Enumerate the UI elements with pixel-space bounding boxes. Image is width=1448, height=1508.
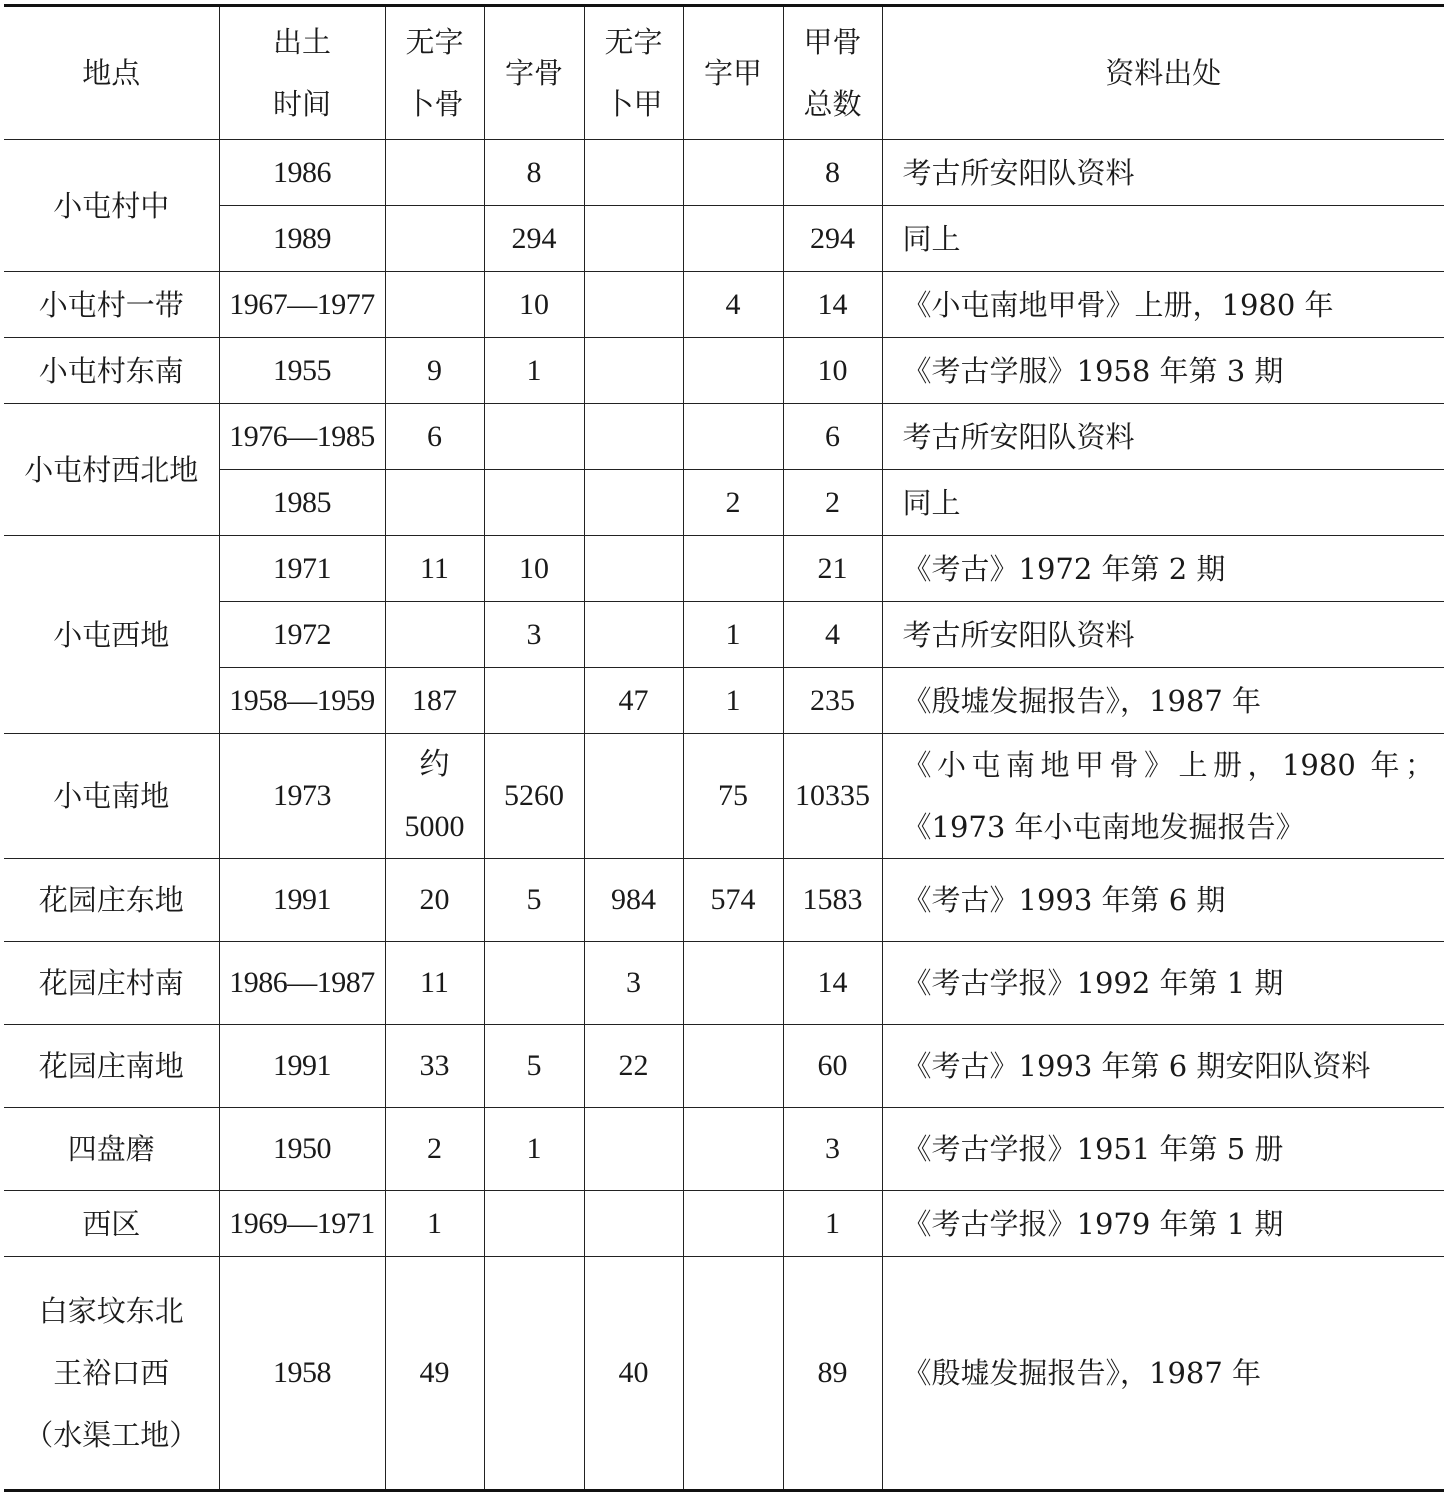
cell-total: 14 xyxy=(783,272,882,338)
cell-plain-shell: 984 xyxy=(584,859,683,942)
cell-plain-bone: 49 xyxy=(385,1257,484,1491)
cell-inscribed-shell xyxy=(683,1108,783,1191)
cell-plain-shell: 47 xyxy=(584,668,683,734)
cell-plain-shell xyxy=(584,404,683,470)
cell-total: 2 xyxy=(783,470,882,536)
cell-plain-shell: 22 xyxy=(584,1025,683,1108)
cell-source: 《殷墟发掘报告》，1987 年 xyxy=(882,668,1444,734)
cell-inscribed-bone xyxy=(484,1191,584,1257)
table-row xyxy=(4,338,1444,404)
table-row xyxy=(4,404,1444,470)
cell-plain-bone: 11 xyxy=(385,536,484,602)
cell-inscribed-bone: 1 xyxy=(484,338,584,404)
table-row xyxy=(4,734,1444,859)
cell-place: 花园庄村南 xyxy=(4,942,219,1025)
cell-source: 《考古》1993 年第 6 期 xyxy=(882,859,1444,942)
cell-plain-bone: 9 xyxy=(385,338,484,404)
cell-place: 小屯南地 xyxy=(4,734,219,859)
cell-plain-bone: 187 xyxy=(385,668,484,734)
table-body xyxy=(4,140,1444,1491)
table-row xyxy=(4,272,1444,338)
cell-place: 花园庄东地 xyxy=(4,859,219,942)
cell-plain-bone: 33 xyxy=(385,1025,484,1108)
cell-total: 3 xyxy=(783,1108,882,1191)
cell-place: 小屯村东南 xyxy=(4,338,219,404)
cell-place: 小屯西地 xyxy=(4,536,219,734)
cell-total: 60 xyxy=(783,1025,882,1108)
cell-inscribed-shell xyxy=(683,206,783,272)
table-row xyxy=(4,668,1444,734)
cell-plain-shell xyxy=(584,206,683,272)
column-header-inscribed_shell: 字甲 xyxy=(683,6,783,140)
cell-source: 考古所安阳队资料 xyxy=(882,140,1444,206)
cell-total: 294 xyxy=(783,206,882,272)
cell-inscribed-bone xyxy=(484,668,584,734)
cell-plain-bone xyxy=(385,140,484,206)
cell-inscribed-bone: 294 xyxy=(484,206,584,272)
cell-total: 1583 xyxy=(783,859,882,942)
table-row xyxy=(4,470,1444,536)
cell-inscribed-bone xyxy=(484,942,584,1025)
cell-inscribed-shell xyxy=(683,942,783,1025)
cell-inscribed-shell xyxy=(683,140,783,206)
cell-inscribed-shell xyxy=(683,1257,783,1491)
cell-plain-bone xyxy=(385,206,484,272)
cell-year: 1986—1987 xyxy=(219,942,385,1025)
cell-plain-bone: 约 5000 xyxy=(385,734,484,859)
cell-source: 考古所安阳队资料 xyxy=(882,602,1444,668)
table-row xyxy=(4,536,1444,602)
cell-total: 10 xyxy=(783,338,882,404)
cell-plain-shell xyxy=(584,272,683,338)
cell-plain-bone: 2 xyxy=(385,1108,484,1191)
cell-year: 1973 xyxy=(219,734,385,859)
column-header-place: 地点 xyxy=(4,6,219,140)
cell-plain-bone: 20 xyxy=(385,859,484,942)
cell-year: 1955 xyxy=(219,338,385,404)
cell-year: 1958—1959 xyxy=(219,668,385,734)
cell-inscribed-bone: 1 xyxy=(484,1108,584,1191)
cell-inscribed-bone: 10 xyxy=(484,536,584,602)
cell-year: 1971 xyxy=(219,536,385,602)
cell-inscribed-bone: 5260 xyxy=(484,734,584,859)
cell-year: 1976—1985 xyxy=(219,404,385,470)
table-row xyxy=(4,1108,1444,1191)
cell-plain-bone xyxy=(385,272,484,338)
cell-plain-bone: 6 xyxy=(385,404,484,470)
cell-plain-shell xyxy=(584,338,683,404)
cell-source: 《小屯南地甲骨》上册，1980 年；《1973 年小屯南地发掘报告》 xyxy=(882,734,1444,859)
cell-place: 四盘磨 xyxy=(4,1108,219,1191)
cell-source: 《小屯南地甲骨》上册，1980 年 xyxy=(882,272,1444,338)
cell-place: 花园庄南地 xyxy=(4,1025,219,1108)
cell-source: 《考古学报》1951 年第 5 册 xyxy=(882,1108,1444,1191)
cell-plain-shell xyxy=(584,470,683,536)
header-row xyxy=(4,6,1444,140)
column-header-total: 甲骨 总数 xyxy=(783,6,882,140)
table-row xyxy=(4,1257,1444,1491)
cell-total: 14 xyxy=(783,942,882,1025)
cell-plain-shell xyxy=(584,140,683,206)
table-row xyxy=(4,140,1444,206)
column-header-year: 出土 时间 xyxy=(219,6,385,140)
cell-inscribed-shell: 4 xyxy=(683,272,783,338)
cell-plain-shell xyxy=(584,602,683,668)
cell-plain-shell xyxy=(584,734,683,859)
cell-source: 《考古》1972 年第 2 期 xyxy=(882,536,1444,602)
cell-inscribed-bone: 5 xyxy=(484,859,584,942)
cell-total: 10335 xyxy=(783,734,882,859)
cell-year: 1972 xyxy=(219,602,385,668)
cell-inscribed-bone: 3 xyxy=(484,602,584,668)
cell-plain-bone xyxy=(385,602,484,668)
cell-inscribed-shell xyxy=(683,338,783,404)
oracle-bone-table xyxy=(4,4,1444,1492)
column-header-plain_shell: 无字 卜甲 xyxy=(584,6,683,140)
cell-inscribed-shell: 75 xyxy=(683,734,783,859)
table-row xyxy=(4,602,1444,668)
cell-year: 1950 xyxy=(219,1108,385,1191)
table-row xyxy=(4,859,1444,942)
cell-inscribed-shell xyxy=(683,1025,783,1108)
cell-source: 《殷墟发掘报告》，1987 年 xyxy=(882,1257,1444,1491)
cell-source: 考古所安阳队资料 xyxy=(882,404,1444,470)
table-row xyxy=(4,1025,1444,1108)
cell-place: 西区 xyxy=(4,1191,219,1257)
cell-total: 235 xyxy=(783,668,882,734)
cell-inscribed-shell xyxy=(683,404,783,470)
table-header xyxy=(4,6,1444,140)
column-header-plain_bone: 无字 卜骨 xyxy=(385,6,484,140)
cell-source: 《考古学报》1992 年第 1 期 xyxy=(882,942,1444,1025)
cell-place: 小屯村西北地 xyxy=(4,404,219,536)
cell-place: 白家坟东北 王裕口西 （水渠工地） xyxy=(4,1257,219,1491)
cell-year: 1986 xyxy=(219,140,385,206)
cell-inscribed-bone: 8 xyxy=(484,140,584,206)
column-header-source: 资料出处 xyxy=(882,6,1444,140)
cell-inscribed-shell: 574 xyxy=(683,859,783,942)
cell-plain-shell: 3 xyxy=(584,942,683,1025)
cell-inscribed-bone xyxy=(484,470,584,536)
cell-inscribed-bone: 10 xyxy=(484,272,584,338)
cell-total: 4 xyxy=(783,602,882,668)
cell-year: 1958 xyxy=(219,1257,385,1491)
cell-year: 1985 xyxy=(219,470,385,536)
cell-plain-shell xyxy=(584,1108,683,1191)
cell-inscribed-bone xyxy=(484,1257,584,1491)
cell-year: 1967—1977 xyxy=(219,272,385,338)
cell-inscribed-bone xyxy=(484,404,584,470)
cell-inscribed-shell xyxy=(683,1191,783,1257)
table-row xyxy=(4,942,1444,1025)
cell-plain-bone xyxy=(385,470,484,536)
cell-place: 小屯村一带 xyxy=(4,272,219,338)
cell-year: 1991 xyxy=(219,859,385,942)
cell-year: 1969—1971 xyxy=(219,1191,385,1257)
cell-inscribed-shell: 1 xyxy=(683,668,783,734)
cell-total: 6 xyxy=(783,404,882,470)
column-header-inscribed_bone: 字骨 xyxy=(484,6,584,140)
cell-place: 小屯村中 xyxy=(4,140,219,272)
cell-total: 21 xyxy=(783,536,882,602)
cell-total: 89 xyxy=(783,1257,882,1491)
cell-plain-bone: 1 xyxy=(385,1191,484,1257)
cell-source: 《考古学服》1958 年第 3 期 xyxy=(882,338,1444,404)
cell-inscribed-bone: 5 xyxy=(484,1025,584,1108)
cell-total: 8 xyxy=(783,140,882,206)
cell-plain-bone: 11 xyxy=(385,942,484,1025)
cell-source: 同上 xyxy=(882,470,1444,536)
table-row xyxy=(4,206,1444,272)
cell-source: 同上 xyxy=(882,206,1444,272)
cell-source: 《考古学报》1979 年第 1 期 xyxy=(882,1191,1444,1257)
cell-plain-shell: 40 xyxy=(584,1257,683,1491)
cell-year: 1991 xyxy=(219,1025,385,1108)
cell-plain-shell xyxy=(584,536,683,602)
cell-inscribed-shell: 2 xyxy=(683,470,783,536)
cell-year: 1989 xyxy=(219,206,385,272)
cell-plain-shell xyxy=(584,1191,683,1257)
cell-inscribed-shell: 1 xyxy=(683,602,783,668)
table-row xyxy=(4,1191,1444,1257)
cell-inscribed-shell xyxy=(683,536,783,602)
cell-source: 《考古》1993 年第 6 期安阳队资料 xyxy=(882,1025,1444,1108)
cell-total: 1 xyxy=(783,1191,882,1257)
